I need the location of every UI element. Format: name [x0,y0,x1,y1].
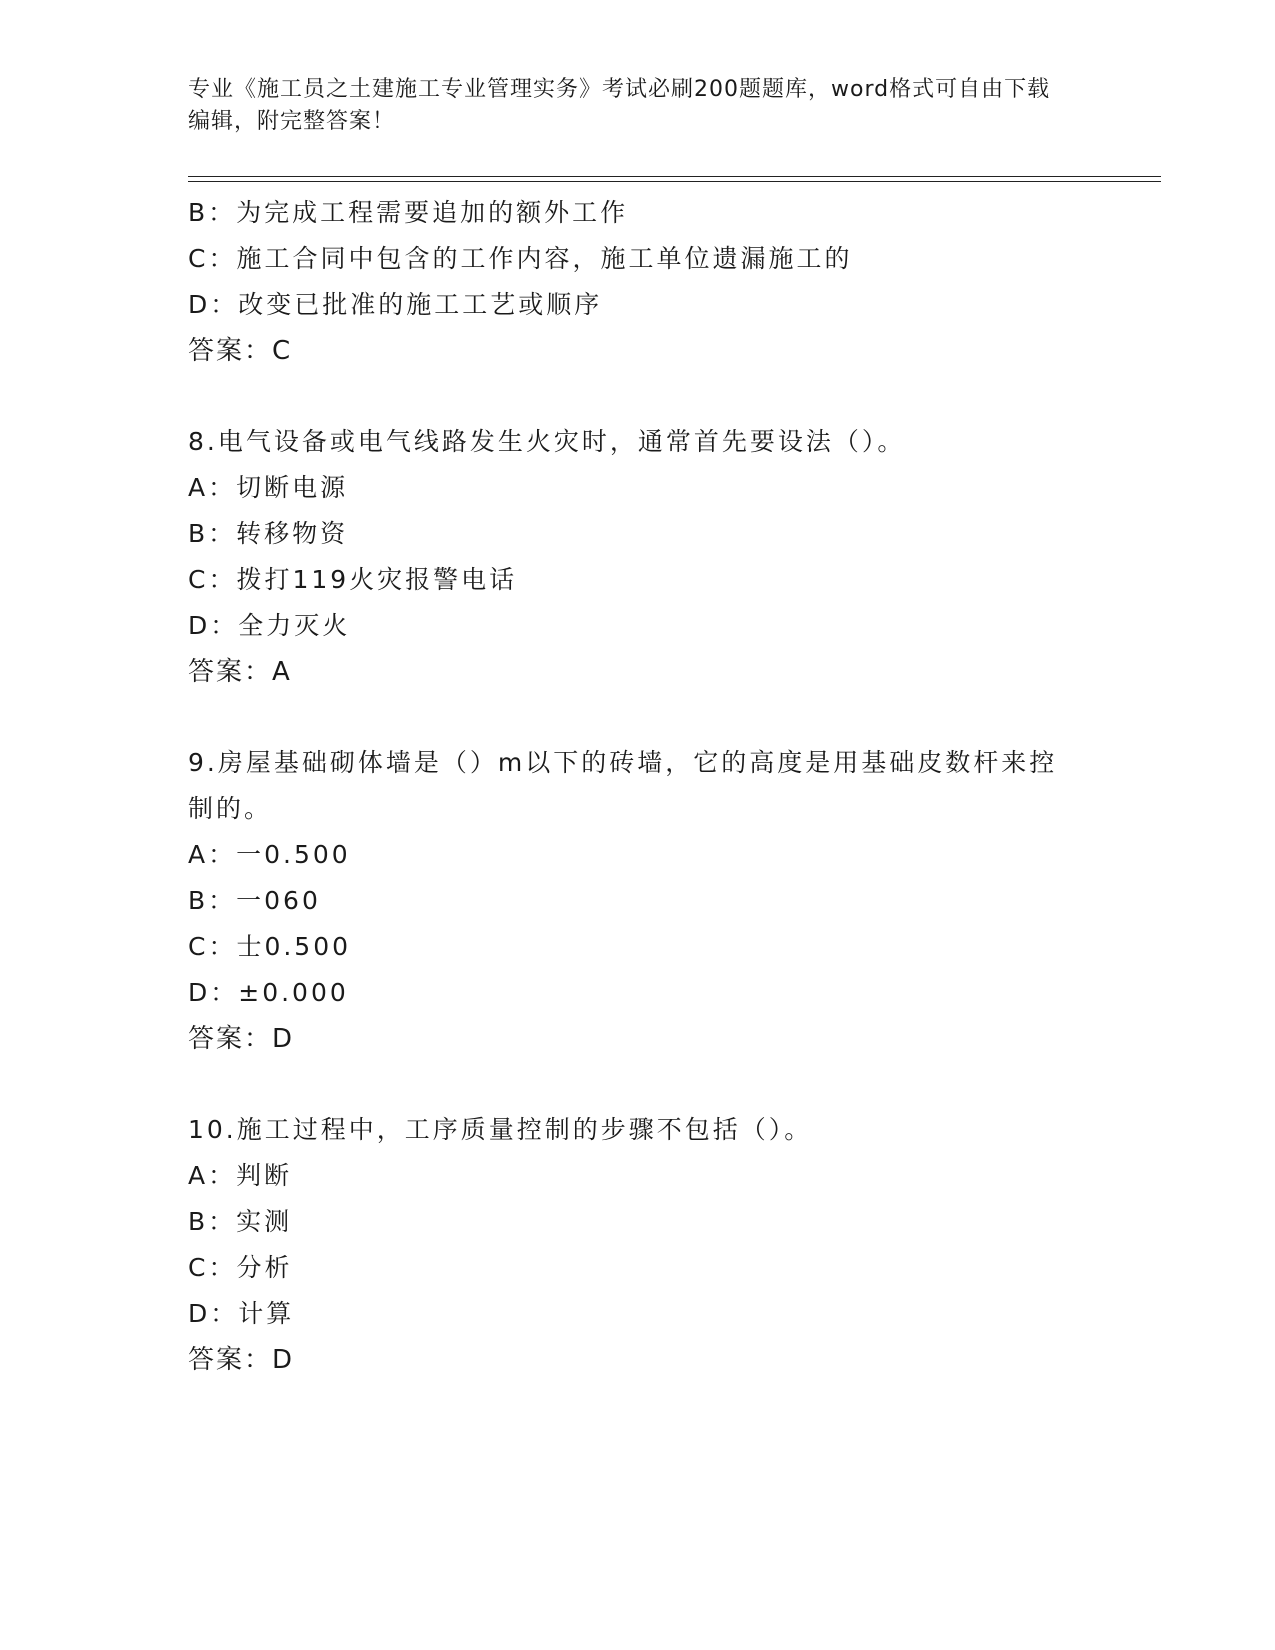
q8-option-c: C：拨打119火灾报警电话 [188,565,518,594]
q8-stem: 8.电气设备或电气线路发生火灾时，通常首先要设法（）。 [188,427,906,456]
q7-option-b: B：为完成工程需要追加的额外工作 [188,198,629,227]
q9-stem-line-2: 制的。 [188,794,273,823]
q10-answer: 答案：D [188,1345,295,1375]
q9-option-d: D：±0.000 [188,978,349,1007]
spacer [188,374,1128,419]
spacer [188,1062,1128,1107]
question-block-10 [188,1107,1128,1383]
q8-answer: 答案：A [188,657,292,687]
q8-option-a: A：切断电源 [188,473,349,502]
q7-option-d: D：改变已批准的施工工艺或顺序 [188,290,603,319]
question-block-8 [188,419,1128,695]
header-divider [188,176,1161,182]
spacer [188,695,1128,740]
q10-option-c: C：分析 [188,1253,293,1282]
q9-option-b: B：一060 [188,886,321,915]
q9-answer: 答案：D [188,1024,295,1054]
question-block-9 [188,740,1128,1062]
q10-option-d: D：计算 [188,1299,295,1328]
question-block-7 [188,190,1128,374]
q9-option-c: C：士0.500 [188,932,352,961]
question-list [188,190,1128,1383]
q10-option-a: A：判断 [188,1161,293,1190]
q8-option-b: B：转移物资 [188,519,349,548]
q10-stem: 10.施工过程中，工序质量控制的步骤不包括（）。 [188,1115,813,1144]
q10-option-b: B：实测 [188,1207,293,1236]
q7-option-c: C：施工合同中包含的工作内容，施工单位遗漏施工的 [188,244,853,273]
document-header: 专业《施工员之土建施工专业管理实务》考试必刷200题题库，word格式可自由下载编辑，附完整答案！ [188,77,1051,134]
q7-answer: 答案：C [188,336,293,366]
q8-option-d: D：全力灭火 [188,611,351,640]
q9-option-a: A：一0.500 [188,840,351,869]
q9-stem-line-1: 9.房屋基础砌体墙是（）m以下的砖墙，它的高度是用基础皮数杆来控 [188,748,1058,777]
